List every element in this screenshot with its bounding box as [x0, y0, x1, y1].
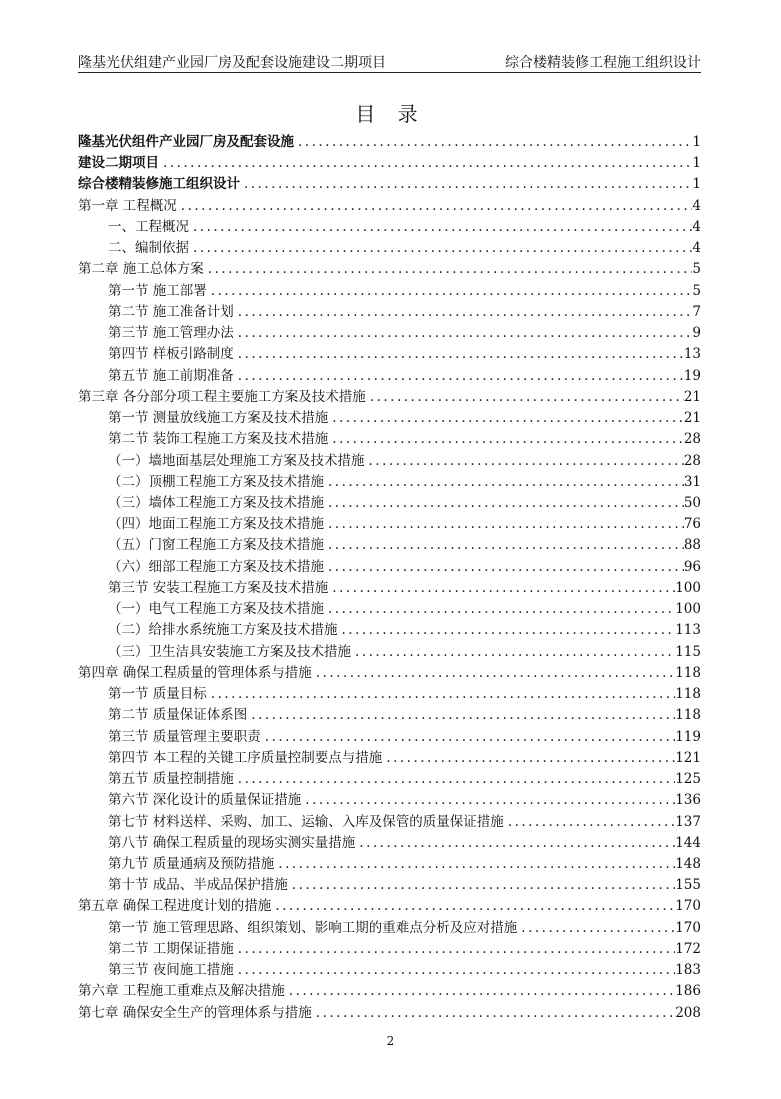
toc-entry-label: 第三节 安装工程施工方案及技术措施 — [108, 579, 329, 596]
toc-dot-leader — [288, 875, 675, 896]
toc-entry[interactable] — [78, 408, 701, 429]
toc-entry[interactable] — [78, 812, 701, 833]
toc-dot-leader — [234, 344, 684, 365]
toc-entry-page: 88 — [683, 537, 701, 554]
toc-entry[interactable] — [78, 323, 701, 344]
header-document-title: 综合楼精装修工程施工组织设计 — [505, 55, 701, 71]
toc-entry-page: 100 — [675, 601, 701, 618]
toc-entry-page: 125 — [675, 771, 701, 788]
toc-entry[interactable] — [78, 578, 701, 599]
page-number: 2 — [386, 1034, 395, 1048]
toc-dot-leader — [189, 238, 692, 259]
toc-entry[interactable] — [78, 302, 701, 323]
toc-entry-label: 第三章 各分部分项工程主要施工方案及技术措施 — [78, 388, 366, 405]
toc-entry-label: 二、编制依据 — [108, 240, 189, 257]
toc-entry[interactable] — [78, 705, 701, 726]
toc-entry-label: 第七章 确保安全生产的管理体系与措施 — [78, 1004, 312, 1021]
toc-entry-label: 第六节 深化设计的质量保证措施 — [108, 792, 302, 809]
table-of-contents — [78, 132, 701, 1024]
toc-dot-leader — [247, 705, 675, 726]
toc-entry-page: 155 — [675, 877, 701, 894]
toc-entry[interactable] — [78, 981, 701, 1002]
toc-entry-label: 第七节 材料送样、采购、加工、运输、入库及保管的质量保证措施 — [108, 813, 504, 830]
toc-entry-label: 第三节 质量管理主要职责 — [108, 728, 261, 745]
toc-dot-leader — [274, 854, 675, 875]
toc-dot-leader — [382, 748, 675, 769]
toc-dot-leader — [234, 960, 675, 981]
toc-entry-label: 第一节 施工管理思路、组织策划、影响工期的重难点分析及应对措施 — [108, 919, 518, 936]
toc-entry-page: 183 — [675, 962, 701, 979]
toc-entry-label: （一）墙地面基层处理施工方案及技术措施 — [108, 452, 365, 469]
toc-entry[interactable] — [78, 366, 701, 387]
toc-dot-leader — [234, 769, 675, 790]
toc-entry-page: 5 — [692, 261, 701, 278]
toc-entry[interactable] — [78, 727, 701, 748]
toc-dot-leader — [271, 896, 675, 917]
toc-entry[interactable] — [78, 238, 701, 259]
toc-dot-leader — [234, 302, 693, 323]
toc-entry-label: （二）顶棚工程施工方案及技术措施 — [108, 473, 324, 490]
toc-entry-page: 100 — [675, 579, 701, 596]
toc-entry[interactable] — [78, 535, 701, 556]
toc-dot-leader — [351, 642, 675, 663]
toc-entry-page: 21 — [683, 410, 701, 427]
toc-entry-page: 13 — [683, 346, 701, 363]
toc-entry-page: 119 — [675, 728, 701, 745]
toc-entry-page: 4 — [692, 240, 701, 257]
toc-entry-label: 第九节 质量通病及预防措施 — [108, 855, 275, 872]
toc-entry-page: 172 — [675, 940, 701, 957]
toc-entry-page: 208 — [675, 1004, 701, 1021]
toc-dot-leader — [204, 259, 693, 280]
toc-entry-label: （一）电气工程施工方案及技术措施 — [108, 601, 324, 618]
toc-dot-leader — [338, 620, 676, 641]
toc-entry-page: 1 — [692, 176, 701, 193]
toc-dot-leader — [261, 727, 675, 748]
toc-entry-label: 建设二期项目 — [78, 155, 159, 172]
toc-entry[interactable] — [78, 514, 701, 535]
toc-entry-page: 9 — [692, 325, 701, 342]
toc-entry-page: 170 — [675, 898, 701, 915]
toc-entry[interactable] — [78, 896, 701, 917]
toc-entry[interactable] — [78, 387, 701, 408]
toc-dot-leader — [301, 790, 675, 811]
toc-entry[interactable] — [78, 833, 701, 854]
toc-entry[interactable] — [78, 684, 701, 705]
toc-entry-label: （五）门窗工程施工方案及技术措施 — [108, 537, 324, 554]
toc-entry-label: 一、工程概况 — [108, 218, 189, 235]
toc-entry-label: 第四章 确保工程质量的管理体系与措施 — [78, 664, 312, 681]
toc-entry[interactable] — [78, 217, 701, 238]
toc-entry[interactable] — [78, 960, 701, 981]
toc-entry[interactable] — [78, 557, 701, 578]
toc-entry-page: 4 — [692, 218, 701, 235]
toc-entry-page: 121 — [675, 749, 701, 766]
toc-entry-page: 1 — [692, 155, 701, 172]
toc-entry-label: 第一节 测量放线施工方案及技术措施 — [108, 410, 329, 427]
toc-entry[interactable] — [78, 663, 701, 684]
toc-entry-page: 28 — [683, 431, 701, 448]
toc-dot-leader — [324, 472, 684, 493]
toc-dot-leader — [177, 196, 693, 217]
toc-entry[interactable] — [78, 918, 701, 939]
toc-entry-label: 第三节 夜间施工措施 — [108, 962, 234, 979]
toc-entry-label: （三）墙体工程施工方案及技术措施 — [108, 494, 324, 511]
toc-entry-label: （三）卫生洁具安装施工方案及技术措施 — [108, 643, 351, 660]
toc-entry[interactable] — [78, 196, 701, 217]
toc-entry-page: 186 — [675, 983, 701, 1000]
toc-dot-leader — [366, 387, 684, 408]
toc-dot-leader — [234, 939, 675, 960]
toc-entry[interactable] — [78, 472, 701, 493]
toc-entry-label: （二）给排水系统施工方案及技术措施 — [108, 622, 338, 639]
toc-dot-leader — [365, 451, 684, 472]
toc-entry-label: 第五节 施工前期准备 — [108, 367, 234, 384]
toc-dot-leader — [207, 281, 693, 302]
toc-entry[interactable] — [78, 599, 701, 620]
toc-entry-page: 96 — [683, 558, 701, 575]
toc-entry-page: 21 — [683, 388, 701, 405]
toc-entry-label: 第二节 质量保证体系图 — [108, 707, 248, 724]
toc-entry[interactable] — [78, 281, 701, 302]
toc-dot-leader — [240, 174, 692, 195]
toc-dot-leader — [328, 578, 675, 599]
toc-entry-page: 113 — [675, 622, 701, 639]
toc-entry-label: 第五章 确保工程进度计划的措施 — [78, 898, 272, 915]
header-project-title: 隆基光伏组建产业园厂房及配套设施建设二期项目 — [78, 55, 386, 71]
toc-entry-label: 第四节 本工程的关键工序质量控制要点与措施 — [108, 749, 383, 766]
toc-dot-leader — [312, 1003, 675, 1024]
toc-dot-leader — [324, 493, 684, 514]
toc-dot-leader — [328, 408, 684, 429]
toc-entry-page: 31 — [683, 473, 701, 490]
toc-entry[interactable] — [78, 259, 701, 280]
toc-title: 目 录 — [355, 102, 426, 126]
toc-dot-leader — [324, 557, 684, 578]
toc-entry-label: 第一章 工程概况 — [78, 197, 177, 214]
toc-dot-leader — [324, 599, 675, 620]
toc-dot-leader — [207, 684, 675, 705]
toc-entry-page: 118 — [675, 686, 701, 703]
toc-entry[interactable] — [78, 620, 701, 641]
toc-entry-label: 第四节 样板引路制度 — [108, 346, 234, 363]
toc-dot-leader — [517, 918, 675, 939]
toc-entry[interactable] — [78, 132, 701, 153]
toc-entry-label: 综合楼精装修施工组织设计 — [78, 176, 240, 193]
toc-dot-leader — [328, 429, 684, 450]
toc-entry-label: 第八节 确保工程质量的现场实测实量措施 — [108, 834, 356, 851]
toc-entry[interactable] — [78, 153, 701, 174]
toc-entry-page: 118 — [675, 664, 701, 681]
toc-entry[interactable] — [78, 642, 701, 663]
toc-entry-page: 118 — [675, 707, 701, 724]
toc-entry[interactable] — [78, 790, 701, 811]
toc-entry-page: 137 — [675, 813, 701, 830]
toc-entry-label: 第二节 装饰工程施工方案及技术措施 — [108, 431, 329, 448]
toc-entry-label: 第三节 施工管理办法 — [108, 325, 234, 342]
toc-entry-page: 7 — [692, 303, 701, 320]
toc-entry[interactable] — [78, 174, 701, 195]
toc-dot-leader — [189, 217, 692, 238]
toc-entry-page: 76 — [683, 516, 701, 533]
toc-entry[interactable] — [78, 748, 701, 769]
toc-dot-leader — [285, 981, 675, 1002]
toc-entry-page: 170 — [675, 919, 701, 936]
toc-entry-label: 第二章 施工总体方案 — [78, 261, 204, 278]
toc-entry-label: 隆基光伏组件产业园厂房及配套设施 — [78, 134, 294, 150]
toc-dot-leader — [159, 153, 692, 174]
toc-entry-page: 5 — [692, 282, 701, 299]
toc-entry-label: （四）地面工程施工方案及技术措施 — [108, 516, 324, 533]
toc-entry-page: 1 — [692, 134, 701, 150]
toc-entry-page: 28 — [683, 452, 701, 469]
toc-dot-leader — [234, 323, 693, 344]
toc-entry-label: 第五节 质量控制措施 — [108, 771, 234, 788]
toc-entry-page: 50 — [683, 494, 701, 511]
toc-entry-label: 第十节 成品、半成品保护措施 — [108, 877, 288, 894]
toc-entry[interactable] — [78, 493, 701, 514]
toc-dot-leader — [312, 663, 675, 684]
toc-dot-leader — [324, 535, 684, 556]
toc-entry[interactable] — [78, 875, 701, 896]
toc-entry-page: 148 — [675, 855, 701, 872]
toc-entry[interactable] — [78, 429, 701, 450]
toc-entry-page: 136 — [675, 792, 701, 809]
toc-entry-label: 第二节 施工准备计划 — [108, 303, 234, 320]
toc-dot-leader — [355, 833, 675, 854]
toc-entry[interactable] — [78, 1003, 701, 1024]
toc-dot-leader — [324, 514, 684, 535]
toc-dot-leader — [504, 812, 675, 833]
toc-entry[interactable] — [78, 769, 701, 790]
running-header — [78, 50, 701, 73]
toc-entry-label: 第一节 质量目标 — [108, 686, 207, 703]
toc-entry[interactable] — [78, 939, 701, 960]
toc-dot-leader — [234, 366, 684, 387]
toc-entry[interactable] — [78, 451, 701, 472]
toc-entry[interactable] — [78, 854, 701, 875]
toc-entry-label: 第六章 工程施工重难点及解决措施 — [78, 983, 285, 1000]
toc-entry-label: 第一节 施工部署 — [108, 282, 207, 299]
toc-entry[interactable] — [78, 344, 701, 365]
toc-entry-label: （六）细部工程施工方案及技术措施 — [108, 558, 324, 575]
toc-entry-page: 144 — [675, 834, 701, 851]
toc-entry-page: 115 — [675, 643, 701, 660]
toc-entry-page: 19 — [683, 367, 701, 384]
toc-entry-page: 4 — [692, 197, 701, 214]
toc-dot-leader — [294, 132, 692, 153]
toc-entry-label: 第二节 工期保证措施 — [108, 940, 234, 957]
